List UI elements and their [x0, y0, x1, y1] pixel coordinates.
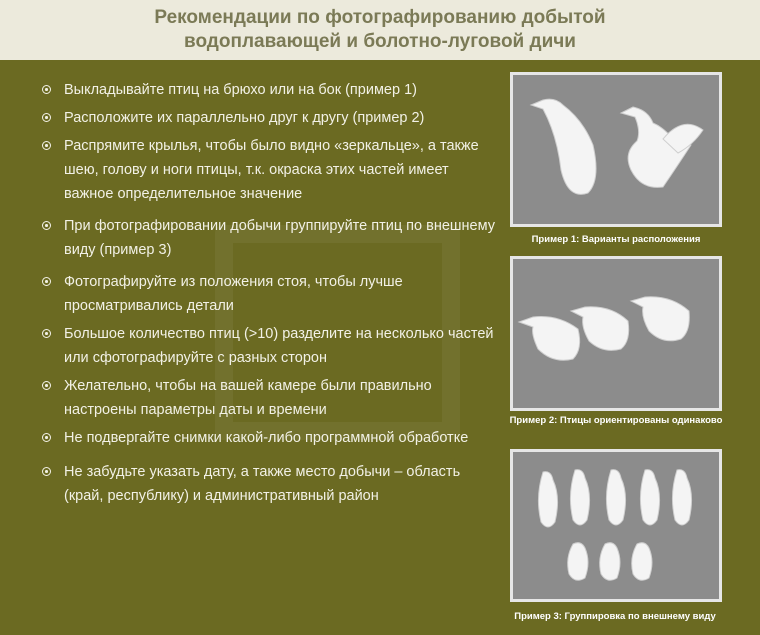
- list-item: Большое количество птиц (>10) разделите на несколько частей или сфотографируйте с разных сторон: [40, 322, 500, 370]
- birds-illustration: [513, 75, 719, 224]
- example-1-caption: Пример 1: Варианты расположения: [531, 234, 701, 245]
- list-item: Фотографируйте из положения стоя, чтобы лучше просматривались детали: [40, 270, 500, 318]
- example-3-photo: [510, 449, 722, 602]
- target-bullet-icon: [42, 381, 51, 390]
- target-bullet-icon: [42, 329, 51, 338]
- list-item: Расположите их параллельно друг к другу (пример 2): [40, 106, 500, 130]
- list-item: Желательно, чтобы на вашей камере были правильно настроены параметры даты и времени: [40, 374, 500, 422]
- example-2-caption: Пример 2: Птицы ориентированы одинаково: [509, 415, 723, 426]
- recommendations-list: [40, 78, 500, 508]
- list-item: Выкладывайте птиц на брюхо или на бок (пример 1): [40, 78, 500, 102]
- target-bullet-icon: [42, 433, 51, 442]
- list-item: Не подвергайте снимки какой-либо программной обработке: [40, 426, 500, 450]
- list-item: Распрямите крылья, чтобы было видно «зеркальце», а также шею, голову и ноги птицы, т.к. окраска этих частей имеет важное определительное значение: [40, 134, 500, 206]
- page-title: Рекомендации по фотографированию добытой водоплавающей и болотно-луговой дичи: [154, 7, 606, 52]
- header-banner: [0, 0, 760, 60]
- target-bullet-icon: [42, 221, 51, 230]
- list-item: Не забудьте указать дату, а также место добычи – область (край, республику) и административный район: [40, 460, 500, 508]
- target-bullet-icon: [42, 277, 51, 286]
- target-bullet-icon: [42, 85, 51, 94]
- target-bullet-icon: [42, 467, 51, 476]
- target-bullet-icon: [42, 113, 51, 122]
- example-2-photo: [510, 256, 722, 411]
- target-bullet-icon: [42, 141, 51, 150]
- birds-illustration: [513, 259, 719, 408]
- list-item: При фотографировании добычи группируйте птиц по внешнему виду (пример 3): [40, 214, 500, 262]
- example-1-photo: [510, 72, 722, 227]
- birds-illustration: [513, 452, 719, 599]
- example-3-caption: Пример 3: Группировка по внешнему виду: [514, 611, 716, 622]
